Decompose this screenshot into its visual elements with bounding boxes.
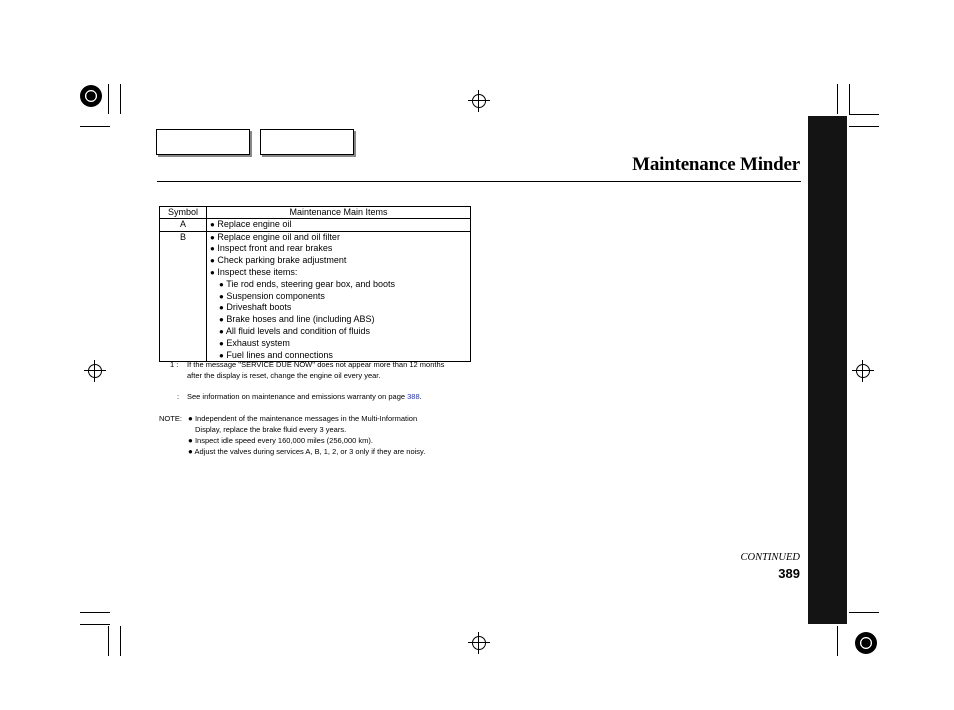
crop-mark bbox=[80, 612, 110, 613]
list-item-text: Tie rod ends, steering gear box, and boots bbox=[226, 278, 395, 289]
column-header-symbol: Symbol bbox=[160, 207, 207, 219]
table-header-row bbox=[160, 207, 471, 219]
list-item-text: Inspect these items: bbox=[217, 266, 298, 277]
crop-mark bbox=[80, 126, 110, 127]
bullet-icon: ● bbox=[219, 291, 224, 301]
list-item bbox=[210, 267, 467, 279]
crop-mark bbox=[80, 624, 110, 625]
note-item-3 bbox=[188, 446, 425, 457]
bullet-icon: ● bbox=[210, 244, 215, 254]
symbol-cell: A bbox=[160, 218, 207, 231]
list-item bbox=[210, 232, 467, 244]
registration-cross-icon bbox=[84, 360, 106, 382]
crop-mark bbox=[849, 84, 850, 114]
bullet-icon: ● bbox=[188, 447, 193, 456]
registration-cross-icon bbox=[852, 360, 874, 382]
bullet-icon: ● bbox=[188, 436, 193, 445]
list-item-text: Replace engine oil bbox=[217, 218, 292, 229]
footnote-2 bbox=[187, 391, 422, 402]
crop-mark bbox=[120, 84, 121, 114]
table-body bbox=[160, 218, 471, 362]
list-item bbox=[210, 291, 467, 303]
list-item-text: Suspension components bbox=[226, 290, 325, 301]
crop-mark bbox=[849, 114, 879, 115]
items-cell bbox=[207, 231, 471, 362]
table-row bbox=[160, 218, 471, 231]
footnote-1-line-2: after the display is reset, change the engine oil every year. bbox=[187, 371, 381, 380]
page-388-link[interactable]: 388 bbox=[407, 392, 420, 401]
note-label: NOTE: bbox=[159, 414, 182, 423]
crop-mark bbox=[837, 84, 838, 114]
registration-target-icon bbox=[855, 632, 877, 654]
list-item bbox=[210, 219, 467, 231]
bullet-icon: ● bbox=[219, 315, 224, 325]
page-number: 389 bbox=[778, 566, 800, 581]
bullet-icon: ● bbox=[188, 414, 193, 423]
column-header-items: Maintenance Main Items bbox=[207, 207, 471, 219]
page-title: Maintenance Minder bbox=[632, 154, 800, 175]
footnote-2-text: See information on maintenance and emissions warranty on page bbox=[187, 392, 406, 401]
list-item bbox=[210, 302, 467, 314]
crop-mark bbox=[849, 126, 879, 127]
bullet-icon: ● bbox=[210, 219, 215, 229]
bullet-icon: ● bbox=[210, 256, 215, 266]
note-item-text: Adjust the valves during services A, B, 1, 2, or 3 only if they are noisy. bbox=[194, 447, 426, 456]
crop-mark bbox=[108, 84, 109, 114]
registration-cross-icon bbox=[468, 632, 490, 654]
list-item bbox=[210, 326, 467, 338]
bullet-icon: ● bbox=[219, 338, 224, 348]
footnote-1-line-1: If the message ''SERVICE DUE NOW'' does not appear more than 12 months bbox=[187, 360, 445, 369]
header-tab-blank-1 bbox=[156, 129, 250, 155]
note-item-text: Independent of the maintenance messages in the Multi-Information bbox=[194, 414, 418, 423]
list-item bbox=[210, 255, 467, 267]
list-item-text: Replace engine oil and oil filter bbox=[217, 231, 340, 242]
table-row bbox=[160, 231, 471, 362]
registration-cross-icon bbox=[468, 90, 490, 112]
note-item-1 bbox=[188, 413, 417, 424]
crop-mark bbox=[837, 626, 838, 656]
list-item-text: Check parking brake adjustment bbox=[217, 255, 347, 266]
title-rule bbox=[157, 181, 801, 182]
bullet-icon: ● bbox=[219, 350, 224, 360]
side-index-band bbox=[808, 116, 847, 624]
footnote-2-end: . bbox=[419, 392, 422, 401]
crop-mark bbox=[849, 612, 879, 613]
bullet-icon: ● bbox=[219, 326, 224, 336]
list-item-text: Inspect front and rear brakes bbox=[217, 243, 333, 254]
list-item bbox=[210, 338, 467, 350]
header-tab-blank-2 bbox=[260, 129, 354, 155]
bullet-icon: ● bbox=[210, 232, 215, 242]
list-item bbox=[210, 279, 467, 291]
list-item bbox=[210, 243, 467, 255]
symbol-cell: B bbox=[160, 231, 207, 362]
note-item-2 bbox=[188, 435, 373, 446]
list-item-text: Exhaust system bbox=[226, 337, 290, 348]
list-item-text: All fluid levels and condition of fluids bbox=[225, 325, 370, 336]
bullet-icon: ● bbox=[210, 267, 215, 277]
list-item bbox=[210, 314, 467, 326]
maintenance-table bbox=[159, 206, 471, 362]
note-item-1-cont: Display, replace the brake fluid every 3 years. bbox=[195, 425, 347, 434]
note-item-text: Inspect idle speed every 160,000 miles (256,000 km). bbox=[194, 436, 373, 445]
bullet-icon: ● bbox=[219, 303, 224, 313]
list-item-text: Driveshaft boots bbox=[226, 302, 292, 313]
list-item-text: Brake hoses and line (including ABS) bbox=[226, 314, 375, 325]
crop-mark bbox=[108, 626, 109, 656]
bullet-icon: ● bbox=[219, 279, 224, 289]
list-item-text: Fuel lines and connections bbox=[226, 349, 333, 360]
footnote-1-marker: 1 : bbox=[170, 360, 179, 369]
footnote-2-marker: : bbox=[177, 392, 180, 401]
registration-target-icon bbox=[80, 85, 102, 107]
items-cell bbox=[207, 218, 471, 231]
continued-label: CONTINUED bbox=[740, 552, 800, 563]
crop-mark bbox=[120, 626, 121, 656]
